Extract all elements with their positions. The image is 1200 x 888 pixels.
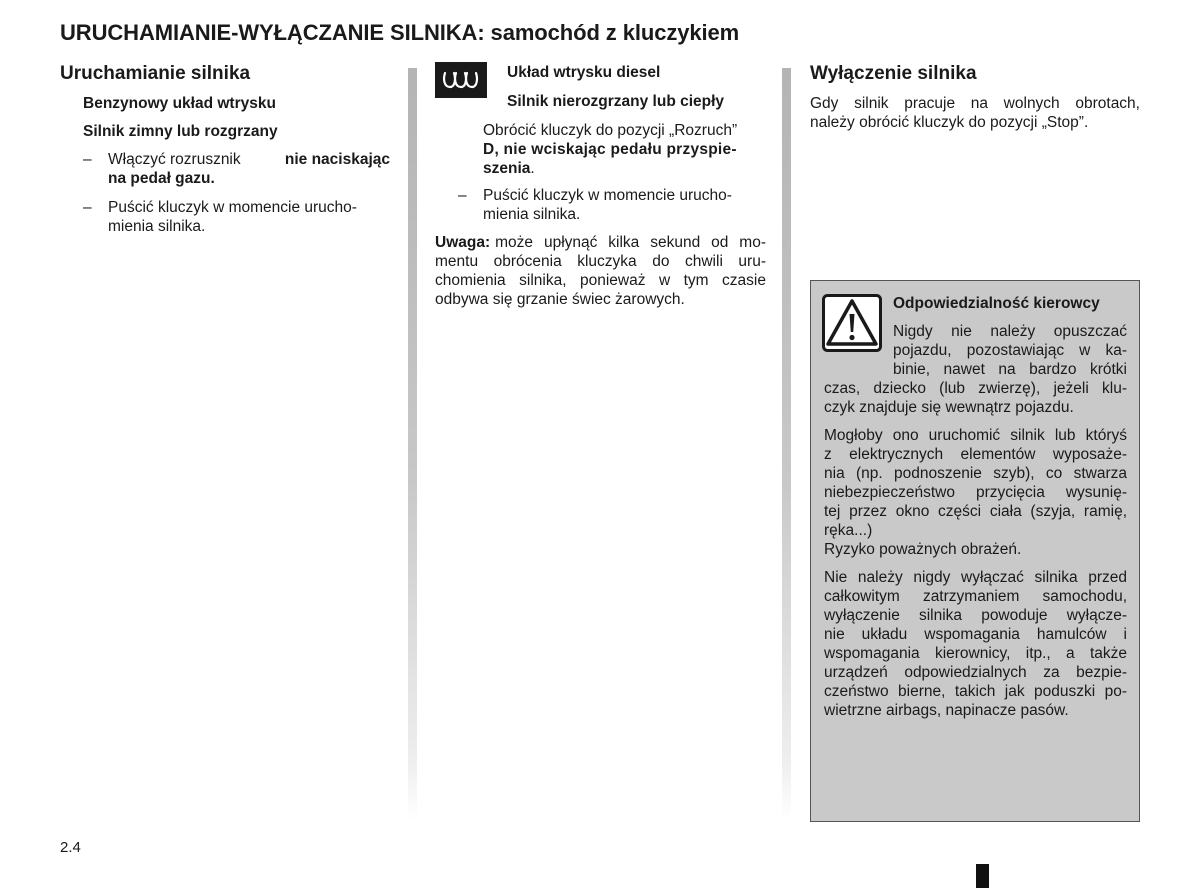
warning-paragraph [824,379,1127,417]
paragraph-line: D, nie wciskając pedału przyspie- [483,141,737,158]
paragraph-line: czas, dziecko (lub zwierzę), jeżeli klu- [824,380,1127,397]
subheading-cold-or-warm-engine: Silnik zimny lub rozgrzany [83,123,278,140]
item-emphasis: szenia [483,160,531,177]
dash-bullet: – [458,187,467,204]
paragraph-line: może upłynąć kilka sekund od mo- [495,234,766,251]
paragraph-stop-engine [810,94,1140,132]
item-emphasis: nie naciskając [284,151,390,168]
column-divider-left [408,68,417,820]
paragraph-line: wyłączenie silnika powoduje wyłącze- [824,607,1127,624]
paragraph-line: niebezpieczeństwo przycięcia wysunię- [824,484,1127,501]
page-number: 2.4 [60,839,81,856]
paragraph-line: . [530,160,535,177]
paragraph-line: chomienia silnika, ponieważ w tym czasie [435,272,766,289]
warning-triangle-icon [822,294,882,352]
warning-paragraph [893,322,1127,379]
paragraph-line: nie układu wspomagania hamulców i [824,626,1127,643]
item-text: mienia silnika. [108,218,206,235]
list-item [458,186,766,226]
paragraph-line: tej przez okno części ciała (szyja, ramię, [824,503,1127,520]
paragraph-turn-key [483,121,766,178]
column-divider-right [782,68,791,820]
item-text: Włączyć rozrusznik [108,151,241,168]
section-heading-stop-engine: Wyłączenie silnika [810,63,977,84]
list-item [83,150,390,190]
paragraph-line: Obrócić kluczyk do pozycji „Rozruch” [483,122,738,139]
paragraph-line: Nie należy nigdy wyłączać silnika przed [824,569,1127,586]
paragraph-line: należy obrócić kluczyk do pozycji „Stop”. [810,114,1089,131]
section-heading-start-engine: Uruchamianie silnika [60,63,251,84]
note-label: Uwaga: [435,234,491,251]
paragraph-line: czeństwo bierne, takich jak poduszki po- [824,683,1127,700]
paragraph-line: Mogłoby ono uruchomić silnik lub któryś [824,427,1127,444]
note-paragraph [435,233,766,309]
warning-title: Odpowiedzialność kierowcy [893,295,1100,312]
paragraph-line: czyk znajduje się wewnątrz pojazdu. [824,399,1074,416]
warning-paragraph [824,568,1127,720]
page-edge-marker [976,864,989,888]
paragraph-line: odbywa się grzanie świec żarowych. [435,291,685,308]
paragraph-line: mentu obrócenia kluczyka do chwili uru- [435,253,766,270]
paragraph-line: całkowitym zatrzymaniem samochodu, [824,588,1127,605]
paragraph-line: binie, nawet na bardzo krótki [893,361,1127,378]
subheading-diesel-injection: Układ wtrysku diesel [507,64,661,81]
paragraph-line: Ryzyko poważnych obrażeń. [824,541,1022,558]
paragraph-line: Nigdy nie należy opuszczać [893,323,1127,340]
item-text: Puścić kluczyk w momencie urucho- [108,199,357,216]
paragraph-line: pojazdu, pozostawiając w ka- [893,342,1127,359]
dash-bullet: – [83,151,92,168]
paragraph-line: wietrzne airbags, napinacze pasów. [824,702,1069,719]
dash-bullet: – [83,199,92,216]
list-item [83,198,390,238]
subheading-engine-state: Silnik nierozgrzany lub ciepły [507,93,725,110]
item-emphasis: na pedał gazu. [108,170,215,187]
warning-paragraph [824,426,1127,559]
paragraph-line: urządzeń odpowiedzialnych za bezpie- [824,664,1127,681]
page-title: URUCHAMIANIE-WYŁĄCZANIE SILNIKA: samochód z kluczykiem [60,20,740,45]
paragraph-line: ręka...) [824,522,873,539]
paragraph-line: wspomagania kierownicy, itp., a także [824,645,1127,662]
subheading-petrol-injection: Benzynowy układ wtrysku [83,95,276,112]
glow-plug-icon [435,62,487,98]
paragraph-line: Gdy silnik pracuje na wolnych obrotach, [810,95,1140,112]
paragraph-line: z elektrycznych elementów wyposaże- [824,446,1127,463]
item-text: mienia silnika. [483,206,581,223]
paragraph-line: nia (np. podnoszenie szyb), co stwarza [824,465,1127,482]
item-text: Puścić kluczyk w momencie urucho- [483,187,732,204]
